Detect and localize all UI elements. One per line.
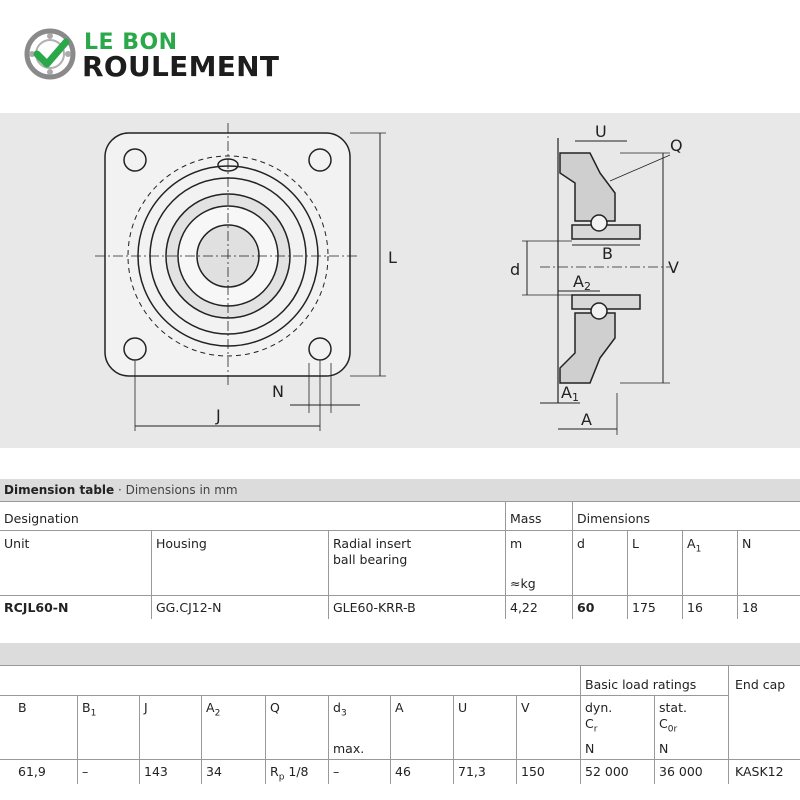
- brand-line1: LE BON: [84, 30, 178, 55]
- header-A1: $A_1$: [687, 536, 702, 555]
- row-A1: 16: [687, 600, 703, 615]
- header-insert-line1: Radial insert: [333, 536, 412, 551]
- header-A2: $A_2$: [206, 700, 221, 719]
- header-kg: ≈kg: [510, 576, 536, 591]
- header-stat: stat.: [659, 700, 687, 715]
- label-A1: A1: [561, 383, 579, 404]
- header-Q: Q: [270, 700, 280, 715]
- brand-logo: [24, 26, 304, 86]
- header-m: m: [510, 536, 523, 551]
- technical-drawing: [0, 113, 800, 448]
- row-L: 175: [632, 600, 656, 615]
- header-designation: Designation: [4, 511, 79, 526]
- header-d3-max: max.: [333, 741, 365, 756]
- row2-C0r: 36 000: [659, 764, 703, 779]
- label-B: B: [602, 244, 613, 263]
- row2-V: 150: [521, 764, 545, 779]
- label-V: V: [668, 258, 679, 277]
- header-Cr: $C_r$: [585, 716, 598, 735]
- header-B1: $B_1$: [82, 700, 97, 719]
- header-insert-line2: ball bearing: [333, 552, 408, 567]
- header-C0r-unit: N: [659, 741, 669, 756]
- header-d3: $d_3$: [333, 700, 347, 719]
- label-Q: Q: [670, 136, 683, 155]
- row2-d3: –: [333, 764, 340, 779]
- header-end-cap: End cap: [735, 677, 786, 692]
- row-insert: GLE60-KRR-B: [333, 600, 416, 615]
- header-dimensions: Dimensions: [577, 511, 650, 526]
- header-mass: Mass: [510, 511, 542, 526]
- header-unit: Unit: [4, 536, 30, 551]
- row-N: 18: [742, 600, 758, 615]
- brand-line2: ROULEMENT: [82, 50, 280, 83]
- header-d: d: [577, 536, 585, 551]
- label-d: d: [510, 260, 521, 279]
- table-separator: [0, 643, 800, 665]
- front-view: [95, 123, 386, 431]
- row2-end-cap: KASK12: [735, 764, 784, 779]
- header-basic-load: Basic load ratings: [585, 677, 697, 692]
- header-L: L: [632, 536, 639, 551]
- label-A2: A2: [573, 272, 591, 293]
- row2-Cr: 52 000: [585, 764, 629, 779]
- header-housing: Housing: [156, 536, 207, 551]
- row2-B: 61,9: [18, 764, 46, 779]
- label-J: J: [216, 406, 221, 425]
- label-U: U: [595, 122, 607, 141]
- row2-B1: –: [82, 764, 89, 779]
- header-Cr-unit: N: [585, 741, 595, 756]
- label-A: A: [581, 410, 592, 429]
- header-V: V: [521, 700, 530, 715]
- header-J: J: [144, 700, 148, 715]
- row-unit: RCJL60-N: [4, 600, 69, 615]
- row2-U: 71,3: [458, 764, 486, 779]
- label-L: L: [388, 248, 397, 267]
- row-housing: GG.CJ12-N: [156, 600, 222, 615]
- label-N: N: [272, 382, 284, 401]
- header-B: B: [18, 700, 27, 715]
- row2-A2: 34: [206, 764, 222, 779]
- table-title-main: Dimension table: [4, 483, 115, 497]
- row2-Q: $R_p$ 1/8: [270, 764, 309, 783]
- table-title: [0, 479, 800, 501]
- row-d: 60: [577, 600, 595, 615]
- table-title-sub: · Dimensions in mm: [114, 483, 238, 497]
- header-N: N: [742, 536, 752, 551]
- row-mass: 4,22: [510, 600, 538, 615]
- side-view: [522, 138, 670, 435]
- row2-A: 46: [395, 764, 411, 779]
- header-U: U: [458, 700, 468, 715]
- row2-J: 143: [144, 764, 168, 779]
- header-A: A: [395, 700, 404, 715]
- header-C0r: $C_{0r}$: [659, 716, 678, 735]
- check-bearing-icon: [24, 28, 76, 80]
- header-dyn: dyn.: [585, 700, 613, 715]
